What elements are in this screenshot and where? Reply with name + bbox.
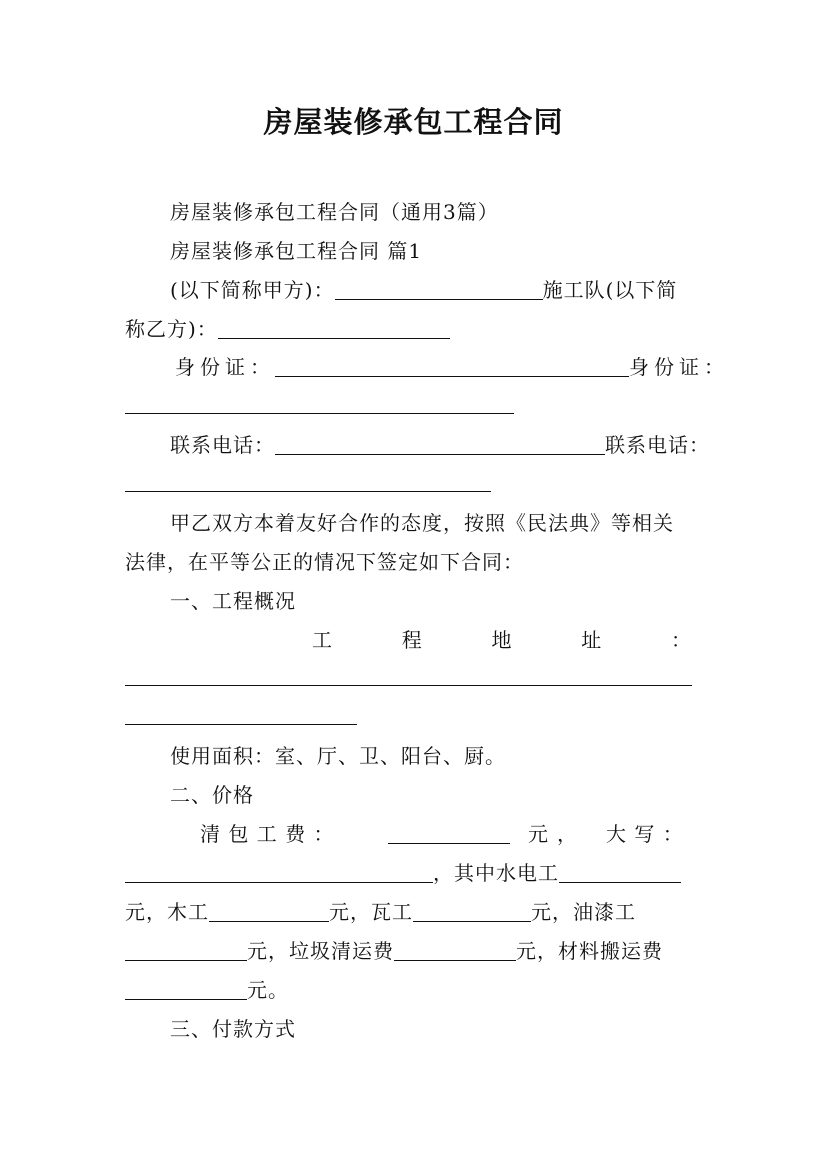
party-a-line [170, 276, 703, 304]
garbage-label: 元，垃圾清运费 [247, 939, 394, 963]
daxie-blank[interactable] [125, 862, 433, 883]
id-label-a: 身份证： [175, 355, 275, 379]
address-char: 地 [491, 628, 513, 652]
material-line [125, 976, 703, 1004]
party-b-label: 称乙方)： [125, 317, 218, 341]
id-blank-a[interactable] [275, 356, 629, 377]
tiler-label: 瓦工 [371, 900, 413, 924]
address-char: 址 [581, 628, 603, 652]
address-char: ： [671, 628, 692, 652]
id-label-b: 身份证： [629, 355, 729, 379]
fee-char: ： [313, 822, 335, 846]
party-a-label: (以下简称甲方)： [170, 278, 335, 302]
garbage-line [125, 937, 703, 965]
address-char: 程 [401, 628, 423, 652]
fee-label [200, 820, 360, 848]
daxie-char: 写 [634, 822, 656, 846]
carpenter-blank[interactable] [209, 901, 329, 922]
party-b-line [125, 315, 703, 343]
fee-blank[interactable] [388, 823, 510, 844]
daxie-char: ： [662, 822, 684, 846]
garbage-blank[interactable] [394, 940, 516, 961]
section-3-heading: 三、付款方式 [170, 1017, 296, 1041]
end-yuan: 元。 [247, 978, 289, 1002]
tiler-blank[interactable] [413, 901, 531, 922]
section-1-heading: 一、工程概况 [170, 589, 296, 613]
water-elec-line [125, 859, 703, 887]
address-blank-2[interactable] [125, 724, 357, 725]
id-blank-b[interactable] [125, 413, 514, 414]
fee-line [200, 820, 695, 848]
fee-char: 工 [256, 822, 278, 846]
daxie-char: 大 [606, 822, 627, 846]
painter-label: 元，油漆工 [531, 900, 636, 924]
address-label [312, 626, 692, 654]
phone-line [170, 431, 710, 459]
phone-blank-b[interactable] [125, 491, 491, 492]
carpenter-yuan: 元， [329, 900, 371, 924]
water-elec-label: ，其中水电工 [433, 861, 559, 885]
part-heading: 房屋装修承包工程合同 篇1 [170, 239, 423, 263]
id-line [175, 353, 729, 381]
phone-label-a: 联系电话： [170, 433, 275, 457]
section-2-heading: 二、价格 [170, 783, 254, 807]
phone-label-b: 联系电话： [605, 433, 710, 457]
address-blank-1[interactable] [125, 685, 692, 686]
team-label: 施工队(以下简 [542, 278, 678, 302]
material-label: 元，材料搬运费 [516, 939, 663, 963]
material-blank[interactable] [125, 979, 247, 1000]
document-title: 房屋装修承包工程合同 [263, 105, 564, 139]
intro-line-2: 法律，在平等公正的情况下签定如下合同： [125, 550, 524, 574]
subtitle: 房屋装修承包工程合同（通用3篇） [170, 200, 499, 224]
carpenter-line [125, 898, 703, 926]
area-line: 使用面积：室、厅、卫、阳台、厨。 [170, 744, 506, 768]
painter-blank[interactable] [125, 940, 247, 961]
carpenter-label: 元，木工 [125, 900, 209, 924]
intro-line-1: 甲乙双方本着友好合作的态度，按照《民法典》等相关 [170, 511, 674, 535]
party-a-blank[interactable] [335, 279, 543, 300]
fee-char: 包 [228, 822, 250, 846]
fee-comma: ， [557, 822, 578, 846]
fee-char: 费 [285, 822, 307, 846]
fee-yuan: 元 [528, 822, 549, 846]
party-b-blank[interactable] [218, 318, 450, 339]
daxie-label [606, 820, 694, 848]
phone-blank-a[interactable] [275, 434, 605, 455]
fee-char: 清 [200, 822, 221, 846]
address-char: 工 [312, 628, 333, 652]
water-elec-blank[interactable] [559, 862, 681, 883]
